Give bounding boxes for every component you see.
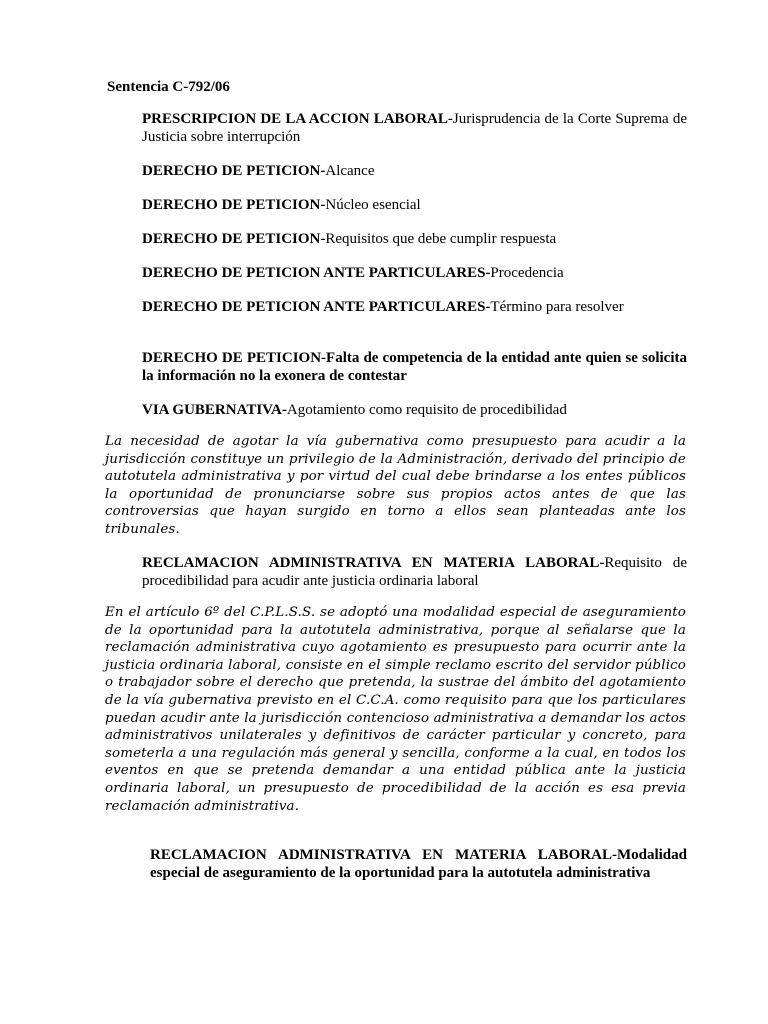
descriptor-subject: Núcleo esencial <box>325 197 421 213</box>
descriptor-entry <box>142 401 687 419</box>
descriptor-entry <box>142 349 687 385</box>
descriptor-subject: Requisitos que debe cumplir respuesta <box>325 231 557 247</box>
descriptor-heading: RECLAMACION ADMINISTRATIVA EN MATERIA LABORAL- <box>150 847 617 863</box>
body-paragraph: La necesidad de agotar la vía gubernativa como presupuesto para acudir a la jurisdicción constituye un privilegio de la Administración, derivado del principio de autotutela administrativa y por virtud del cual debe brindarse a los entes públicos la oportunidad de pronunciarse sobre sus propios actos antes de que las controversias que hayan surgido en torno a ellos sean planteadas ante los tribunales. <box>105 434 686 537</box>
descriptor-subject: Agotamiento como requisito de procedibilidad <box>286 402 567 418</box>
descriptor-entry <box>150 846 687 882</box>
document-title: Sentencia C-792/06 <box>107 79 230 95</box>
descriptor-heading: RECLAMACION ADMINISTRATIVA EN MATERIA LABORAL- <box>142 555 605 571</box>
descriptor-entry <box>142 264 687 282</box>
descriptor-entry <box>142 298 687 316</box>
descriptor-subject: Falta de competencia de la entidad ante quien se solicita la información no la exonera de contestar <box>142 350 688 384</box>
descriptor-heading: DERECHO DE PETICION ANTE PARTICULARES- <box>142 265 491 281</box>
descriptor-entry <box>142 162 687 180</box>
descriptor-heading: DERECHO DE PETICION- <box>142 197 326 213</box>
descriptor-heading: DERECHO DE PETICION ANTE PARTICULARES- <box>142 299 491 315</box>
descriptor-entry <box>142 110 687 146</box>
descriptor-heading: DERECHO DE PETICION- <box>142 163 326 179</box>
descriptor-entry <box>142 230 687 248</box>
descriptor-entry <box>142 554 687 590</box>
descriptor-subject: Requisito de procedibilidad para acudir ante justicia ordinaria laboral <box>142 555 687 589</box>
descriptor-heading: DERECHO DE PETICION- <box>142 350 327 366</box>
descriptor-heading: PRESCRIPCION DE LA ACCION LABORAL- <box>142 111 453 127</box>
descriptor-subject: Término para resolver <box>490 299 624 315</box>
descriptor-subject: Jurisprudencia de la Corte Suprema de Justicia sobre interrupción <box>142 111 687 145</box>
descriptor-subject: Modalidad especial de aseguramiento de la oportunidad para la autotutela administrativa <box>150 847 687 881</box>
body-paragraph: En el artículo 6º del C.P.L.S.S. se adoptó una modalidad especial de aseguramiento de la oportunidad para la autotutela administrativa, porque al señalarse que la reclamación administrativa cuyo agotamiento es presupuesto para ocurrir ante la justicia ordinaria laboral, consiste en el simple reclamo escrito del servidor público o trabajador sobre el derecho que pretenda, la sustrae del ámbito del agotamiento de la vía gubernativa previsto en el C.C.A. como requisito para que los particulares puedan acudir ante la jurisdicción contencioso administrativa a demandar los actos administrativos unilaterales y definitivos de carácter particular y concreto, para someterla a una regulación más general y sencilla, conforme a la cual, en todos los eventos en que se pretenda demandar a una entidad pública ante la justicia ordinaria laboral, un presupuesto de procedibilidad de la acción es esa previa reclamación administrativa. <box>105 605 686 814</box>
descriptor-entry <box>142 196 687 214</box>
descriptor-subject: Procedencia <box>490 265 564 281</box>
descriptor-heading: VIA GUBERNATIVA- <box>142 402 287 418</box>
descriptor-heading: DERECHO DE PETICION- <box>142 231 326 247</box>
descriptor-subject: Alcance <box>325 163 375 179</box>
